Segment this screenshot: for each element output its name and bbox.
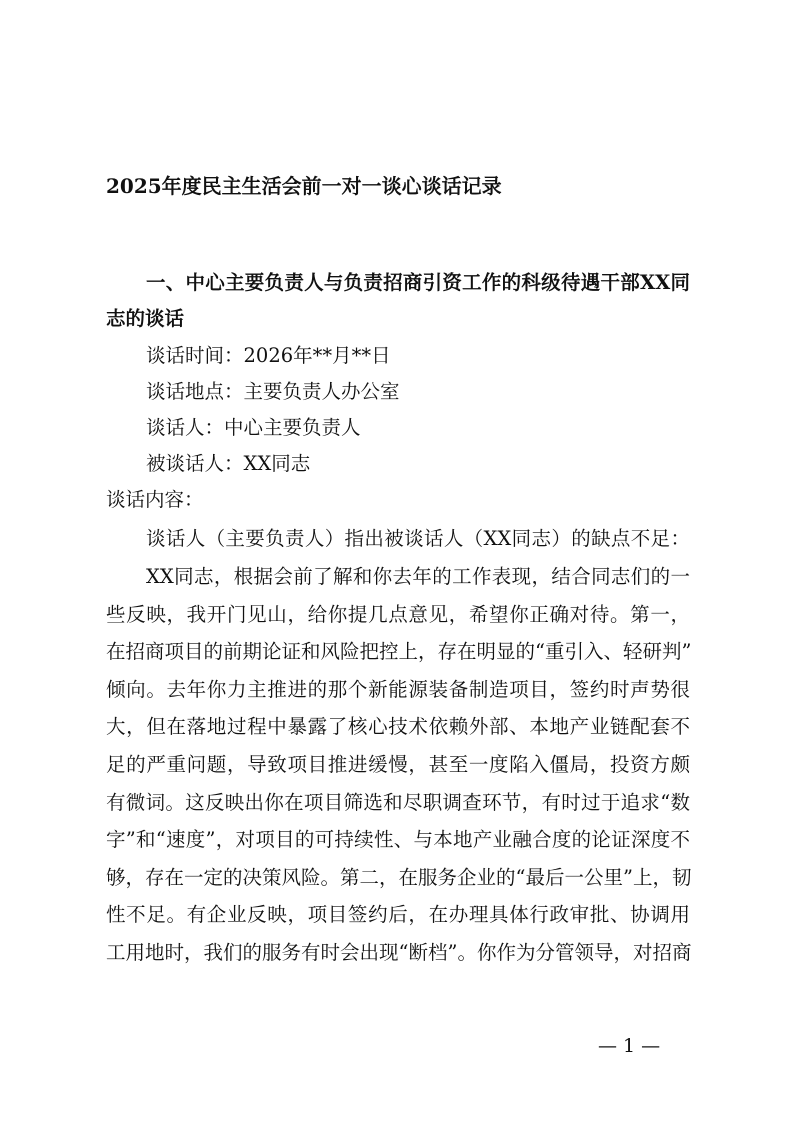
info-location: 谈话地点：主要负责人办公室 [146,380,400,403]
body-line: 倾向。去年你力主推进的那个新能源装备制造项目，签约时声势很 [106,677,690,701]
body-line: 些反映，我开门见山，给你提几点意见，希望你正确对待。第一， [106,602,690,626]
body-line: 在招商项目的前期论证和风险把控上，存在明显的“重引入、轻研判” [106,640,692,664]
body-line: 性不足。有企业反映，项目签约后，在办理具体行政审批、协调用 [106,903,690,927]
page-number: — 1 — [598,1035,661,1057]
intro-line: 谈话人（主要负责人）指出被谈话人（XX同志）的缺点不足： [146,527,690,550]
body-line: 足的严重问题，导致项目推进缓慢，甚至一度陷入僵局，投资方颇 [106,753,690,776]
info-interviewer: 谈话人：中心主要负责人 [146,416,361,439]
body-line: 工用地时，我们的服务有时会出现“断档”。你作为分管领导，对招商 [106,941,692,964]
body-line: 有微词。这反映出你在项目筛选和尽职调查环节，有时过于追求“数 [106,790,690,814]
document-title: 2025年度民主生活会前一对一谈心谈话记录 [106,174,502,198]
info-interviewee: 被谈话人：XX同志 [146,452,311,475]
section-heading-line-2: 志的谈话 [106,307,185,330]
info-time: 谈话时间：2026年**月**日 [146,344,391,367]
body-line: 字”和“速度”，对项目的可持续性、与本地产业融合度的论证深度不 [106,828,690,852]
body-line: 大，但在落地过程中暴露了核心技术依赖外部、本地产业链配套不 [106,715,690,739]
section-heading-line-1: 一、中心主要负责人与负责招商引资工作的科级待遇干部XX同 [146,271,690,294]
content-label: 谈话内容： [106,488,204,511]
body-line: 够，存在一定的决策风险。第二，在服务企业的“最后一公里”上，韧 [106,865,692,889]
body-line: XX同志，根据会前了解和你去年的工作表现，结合同志们的一 [146,565,690,588]
